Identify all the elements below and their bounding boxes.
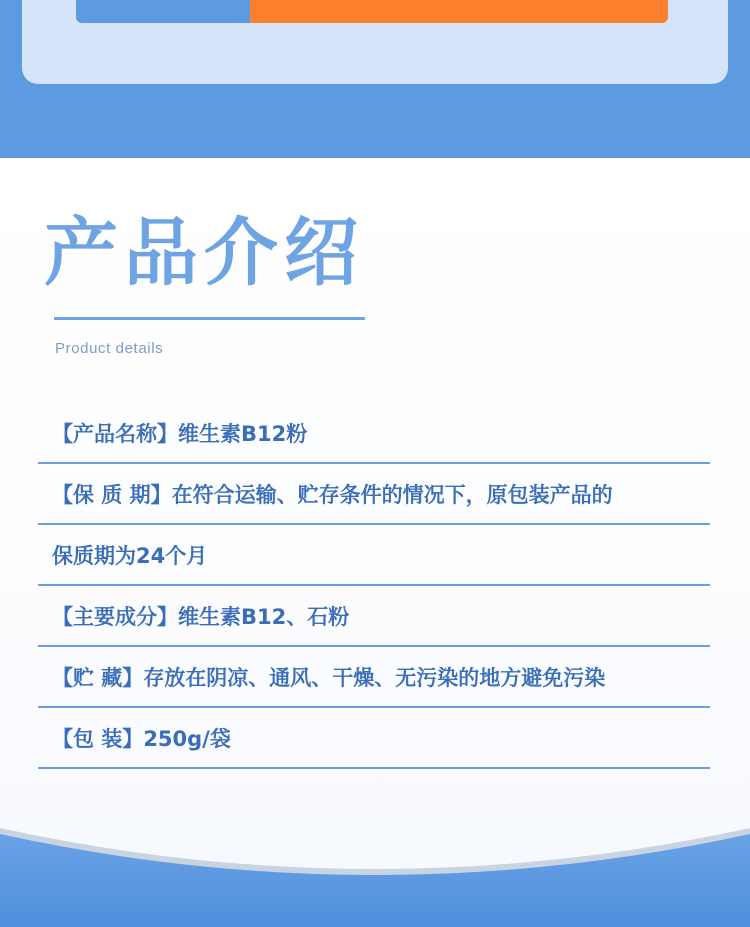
detail-row-storage (38, 647, 710, 708)
top-progress-bar (76, 0, 668, 23)
section-title: 产品介绍 (44, 210, 364, 296)
detail-row-shelf-life (38, 464, 710, 525)
detail-value: 存放在阴凉、通风、干燥、无污染的地方避免污染 (143, 666, 606, 690)
bottom-wave-decoration (0, 800, 750, 927)
detail-value: 维生素B12粉 (178, 422, 308, 446)
detail-value: 250g/袋 (143, 727, 231, 751)
details-list (38, 403, 710, 769)
detail-row-ingredients (38, 586, 710, 647)
top-bar-orange-segment (250, 0, 668, 23)
title-underline (54, 317, 365, 320)
top-bar-blue-segment (76, 0, 250, 23)
detail-label: 【产品名称】 (52, 422, 178, 446)
detail-label: 【保 质 期】 (52, 483, 172, 507)
detail-value: 在符合运输、贮存条件的情况下，原包装产品的 (171, 483, 613, 507)
detail-value: 保质期为24个月 (52, 544, 208, 568)
section-subtitle: Product details (55, 340, 164, 357)
detail-row-packaging (38, 708, 710, 769)
detail-row-name (38, 403, 710, 464)
detail-label: 【主要成分】 (52, 605, 178, 629)
detail-row-shelf-life-cont (38, 525, 710, 586)
detail-value: 维生素B12、石粉 (178, 605, 350, 629)
detail-label: 【包 装】 (52, 727, 144, 751)
detail-label: 【贮 藏】 (52, 666, 144, 690)
